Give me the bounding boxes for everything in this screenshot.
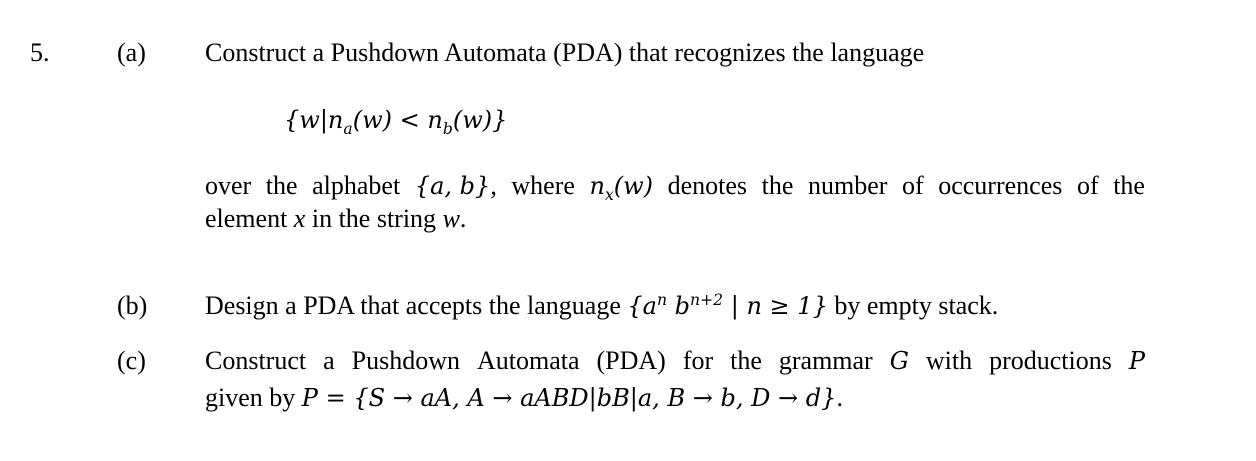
word: Automata [476, 346, 580, 375]
word: {a, b}, [414, 171, 497, 200]
part-b-line1: Design a PDA that accepts the language {$a^n$ $b^{n+2}$ | n ≥ 1} by empty stack. [205, 291, 999, 320]
part-c-line1 [205, 346, 1145, 376]
word: for [682, 346, 714, 375]
word: of [901, 171, 924, 200]
word: over [205, 171, 252, 200]
part-a-line3: element x in the string w. [205, 204, 467, 233]
part-a-label: (a) [117, 38, 146, 67]
word: number [807, 171, 888, 200]
question-number: 5. [30, 38, 50, 67]
part-c-label: (c) [117, 346, 146, 375]
word: grammar [778, 346, 873, 375]
word: of [1076, 171, 1099, 200]
word: occurrences [938, 171, 1063, 200]
word: the [761, 171, 794, 200]
word: alphabet [312, 171, 401, 200]
word: a [323, 346, 335, 375]
part-a-line1: Construct a Pushdown Automata (PDA) that recognizes the language [205, 38, 925, 67]
word: G [889, 347, 909, 375]
part-a-line2 [205, 171, 1145, 204]
part-c-line2: given by P = {S → aA, A → aABD|bB|a, B → b, D → d}. [205, 383, 843, 412]
word: productions [989, 346, 1112, 375]
word: $n_x(w)$ [589, 172, 654, 204]
word: (PDA) [596, 346, 666, 375]
word: Construct [205, 346, 307, 375]
part-b-label: (b) [117, 291, 148, 320]
word: Pushdown [351, 346, 460, 375]
word: where [511, 171, 575, 200]
word: with [925, 346, 973, 375]
word: the [730, 346, 762, 375]
word: denotes [667, 171, 748, 200]
word: the [1113, 171, 1145, 200]
part-a-display-math: $\{w|n_a(w) < n_b(w)\}$ [284, 106, 508, 138]
word: P [1128, 347, 1145, 375]
word: the [265, 171, 298, 200]
